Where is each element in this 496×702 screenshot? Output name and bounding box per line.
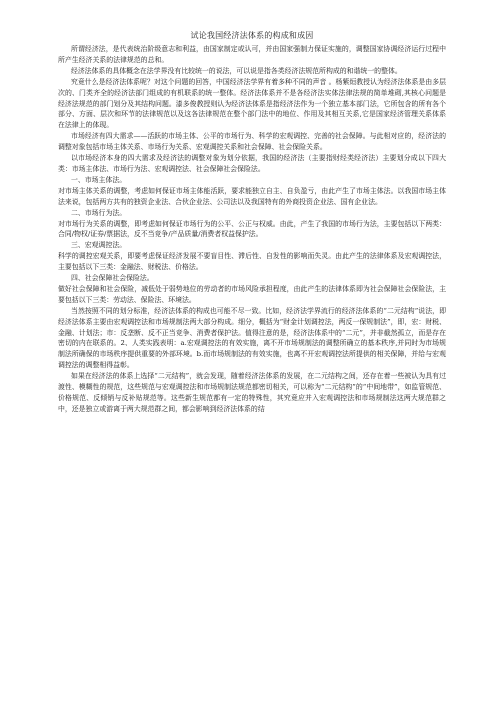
paragraph: 对市场行为关系的调整，即考虑如何保证市场行为的公平、公正与权威。由此，产生了我国的市场行为法，主要包括以下两类：合同/物权/证券/票据法，反不当竞争/产品质量/消费者权益保护法。 xyxy=(58,219,446,239)
document-title: 试论我国经济法体系的构成和成因 xyxy=(190,31,314,40)
paragraph: 市场经济有四大需求——活跃的市场主体、公平的市场行为、科学的宏观调控、完善的社会保障。与此相对应的，经济法的调整对象包括市场主体关系、市场行为关系、宏观调控关系和社会保障、社会保险关系。 xyxy=(58,132,446,152)
paragraph: 以市场经济本身的四大需求及经济法的调整对象为划分依据，我国的经济法（主要指财经类经济法）主要划分成以下四大类：市场主体法、市场行为法、宏观调控法、社会保障社会保险法。 xyxy=(58,154,446,173)
paragraph: 究竟什么是经济法体系呢？对这个问题的回答，中国经济法学界有着多种不同的声音 。杨紫烜教授认为经济法体系是由多层次的、门类齐全的经济法部门组成的有机联系的统一整体。经济法体系并不是各经济法实体法律法规的简单堆砌,其核心问题是经济法规范的部门划分及其结构问题。漆多俊教授则认为经济法体系是指经济法作为一个独立基本部门法，它所包含的所有各个部分、方面、层次和环节的法律规范以及这各法律规范在整个部门法中的地位、作用及其相互关系,它是国家经济管理关系体系在法律上的体现。 xyxy=(58,77,446,130)
paragraph: 做好社会保障和社会保险，减低处于弱势地位的劳动者的市场风险承担程度，由此产生的法律体系即为社会保障社会保险法，主要包括以下三类：劳动法、保险法、环境法。 xyxy=(58,284,446,304)
paragraph: 经济法体系的具体概念在法学界没有比较统一的说法，可以说是指各类经济法规范所构成的和谐统一的整体。 xyxy=(71,66,402,75)
paragraph: 当然按照不同的划分标准，经济法体系的构成也可能不尽一致。比如，经济法学界流行的经济法体系的“二元结构”说法，即经济法体系主要由宏观调控法和市场规制法两大部分构成。细分，概括为“财金计划调控法，两反一保规制法”，即，宏：财税、金融、计划法；市：反垄断、反不正当竞争、消费者保护法。值得注意的是，经济法体系中的“二元”，并非截然孤立，而是存在密切的内在联系的。2、人类实践表明：a.宏观调控法的有效实施，离不开市场规制法的调整所确立的基本秩序,并同时为市场规制法所确保的市场秩序提供重要的外部环境。b.而市场规制法的有效实施，也离不开宏观调控法所提供的相关保障，并给与宏观调控法的调整相得益彰。 xyxy=(58,306,446,370)
section-heading: 一、市场主体法。 xyxy=(71,175,127,184)
document-body xyxy=(58,44,446,415)
paragraph: 所谓经济法，是代表统治阶级意志和利益，由国家制定或认可，并由国家强制力保证实施的，调整国家协调经济运行过程中所产生经济关系的法律规范的总和。 xyxy=(58,45,446,64)
section-heading: 三、宏观调控法。 xyxy=(71,241,127,250)
paragraph: 如果在经济法的体系上选择“二元结构”，就会发现，随着经济法体系的发展，在二元结构之间，还存在着一些被认为具有过渡性、模糊性的规范，这些规范与宏观调控法和市场规制法规范都密切相关，可以称为“二元结构”的“中间地带”，如监管规范、价格规范、反倾销与反补贴规范等。这些新生规范都有一定的特殊性，其究竟应并入宏观调控法和市场规制法这两大规范群之中，还是独立或游离于两大规范群之间，都会影响到经济法体系的结 xyxy=(58,372,446,413)
section-heading: 二、市场行为法。 xyxy=(71,208,127,217)
paragraph: 科学的调控宏观关系，即要考虑保证经济发展不要盲目性、滞后性、自发性的影响而失灵。由此产生的法律体系及宏观调控法，主要包括以下三类：金融法、财税法、价格法。 xyxy=(58,252,446,272)
paragraph: 对市场主体关系的调整，考虑如何保证市场主体能活跃，要求能独立自主、自负盈亏，由此产生了市场主体法。以我国市场主体法来说，包括两方共有的独资企业法、合伙企业法、公司法以及我国特有的外商投资企业法、国有企业法。 xyxy=(58,186,446,206)
section-heading: 四、社会保障社会保险法。 xyxy=(71,274,154,283)
